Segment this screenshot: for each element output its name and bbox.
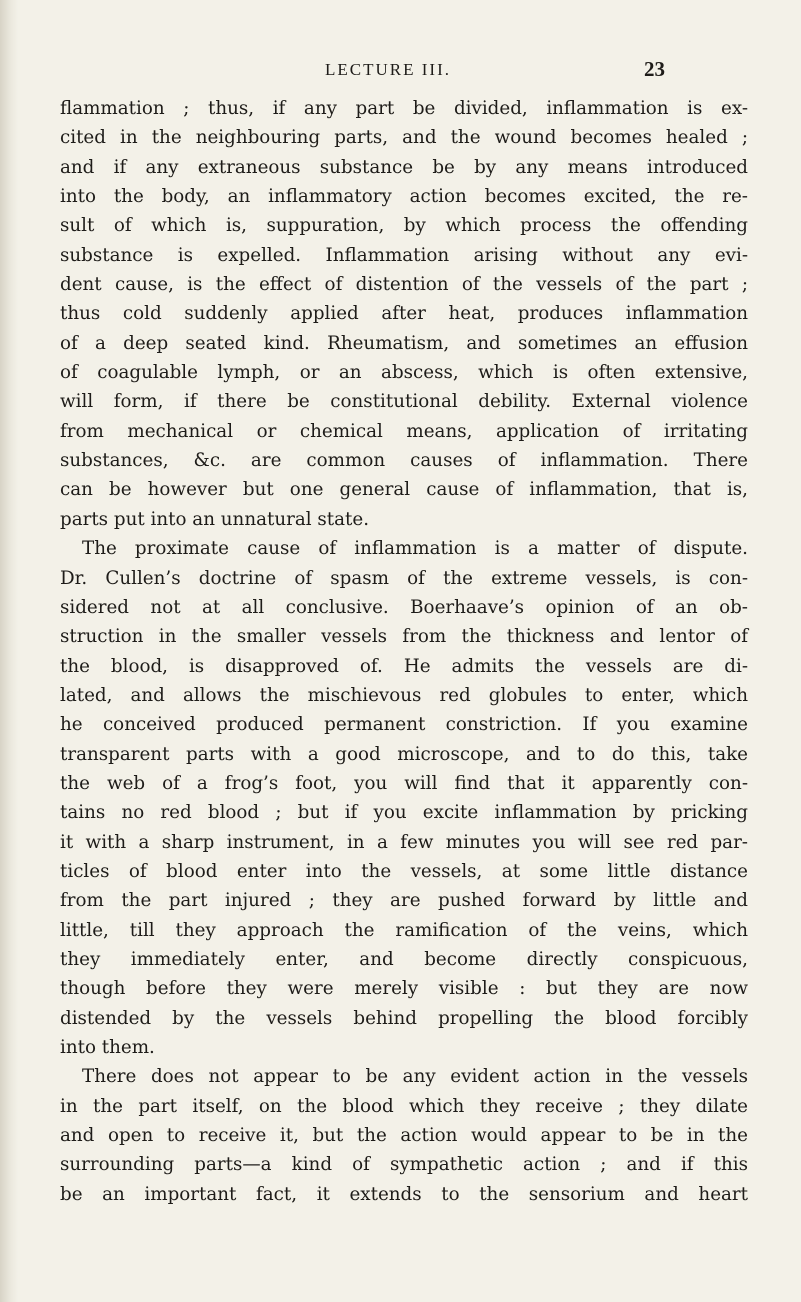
text-line: and open to receive it, but the action would appear to be in the [60,1125,748,1147]
text-line: flammation ; thus, if any part be divided, inflammation is ex- [60,98,748,119]
body-text [60,94,748,1209]
text-line: surrounding parts—a kind of sympathetic action ; and if this [60,1154,748,1176]
text-line: little, till they approach the ramification of the veins, which [60,919,748,941]
text-line: in the part itself, on the blood which they receive ; they dilate [60,1095,748,1117]
text-line: from the part injured ; they are pushed forward by little and [60,890,748,912]
text-line: they immediately enter, and become directly conspicuous, [60,948,748,970]
paragraph [60,534,748,1062]
text-line: it with a sharp instrument, in a few minutes you will see red par- [60,831,748,853]
text-line: There does not appear to be any evident action in the vessels [82,1066,748,1088]
paragraph [60,94,748,534]
text-line: Dr. Cullen’s doctrine of spasm of the extreme vessels, is con- [60,567,748,589]
text-line: lated, and allows the mischievous red globules to enter, which [60,684,748,706]
text-line: and if any extraneous substance be by any means introduced [60,156,748,178]
page-header [0,57,801,90]
text-line: transparent parts with a good microscope, and to do this, take [60,743,748,765]
text-line: into the body, an inflammatory action becomes excited, the re- [60,186,748,208]
text-line: substance is expelled. Inflammation arising without any evi- [60,244,748,266]
text-line: tains no red blood ; but if you excite inflammation by pricking [60,802,748,824]
text-line: The proximate cause of inflammation is a matter of dispute. [82,538,748,560]
text-line: thus cold suddenly applied after heat, produces inflammation [60,303,748,325]
text-line: be an important fact, it extends to the sensorium and heart [60,1183,748,1205]
text-line: though before they were merely visible : but they are now [60,978,748,1000]
text-line: substances, &c. are common causes of inflammation. There [60,450,748,472]
text-line: the web of a frog’s foot, you will find that it apparently con- [60,772,748,794]
text-line: struction in the smaller vessels from the thickness and lentor of [60,626,748,648]
text-line: he conceived produced permanent constriction. If you examine [60,714,748,736]
text-line: from mechanical or chemical means, application of irritating [60,420,748,442]
paragraph [60,1062,748,1209]
text-line: of coagulable lymph, or an abscess, which is often extensive, [60,362,748,384]
text-line: distended by the vessels behind propelling the blood forcibly [60,1007,748,1029]
text-line: ticles of blood enter into the vessels, at some little distance [60,860,748,882]
text-line: cited in the neighbouring parts, and the wound becomes healed ; [60,127,748,149]
text-line: the blood, is disapproved of. He admits the vessels are di- [60,655,748,677]
text-line: parts put into an unnatural state. [60,508,370,530]
text-line: sult of which is, suppuration, by which process the offending [60,215,748,237]
page-edge [0,0,18,1302]
text-line: of a deep seated kind. Rheumatism, and sometimes an effusion [60,332,748,354]
running-head: LECTURE III. [325,60,451,79]
text-line: sidered not at all conclusive. Boerhaave’s opinion of an ob- [60,596,748,618]
text-line: into them. [60,1037,155,1058]
text-line: dent cause, is the effect of distention of the vessels of the part ; [60,274,748,296]
text-line: can be however but one general cause of inflammation, that is, [60,479,748,501]
text-line: will form, if there be constitutional debility. External violence [60,391,748,413]
page-number: 23 [644,57,665,81]
